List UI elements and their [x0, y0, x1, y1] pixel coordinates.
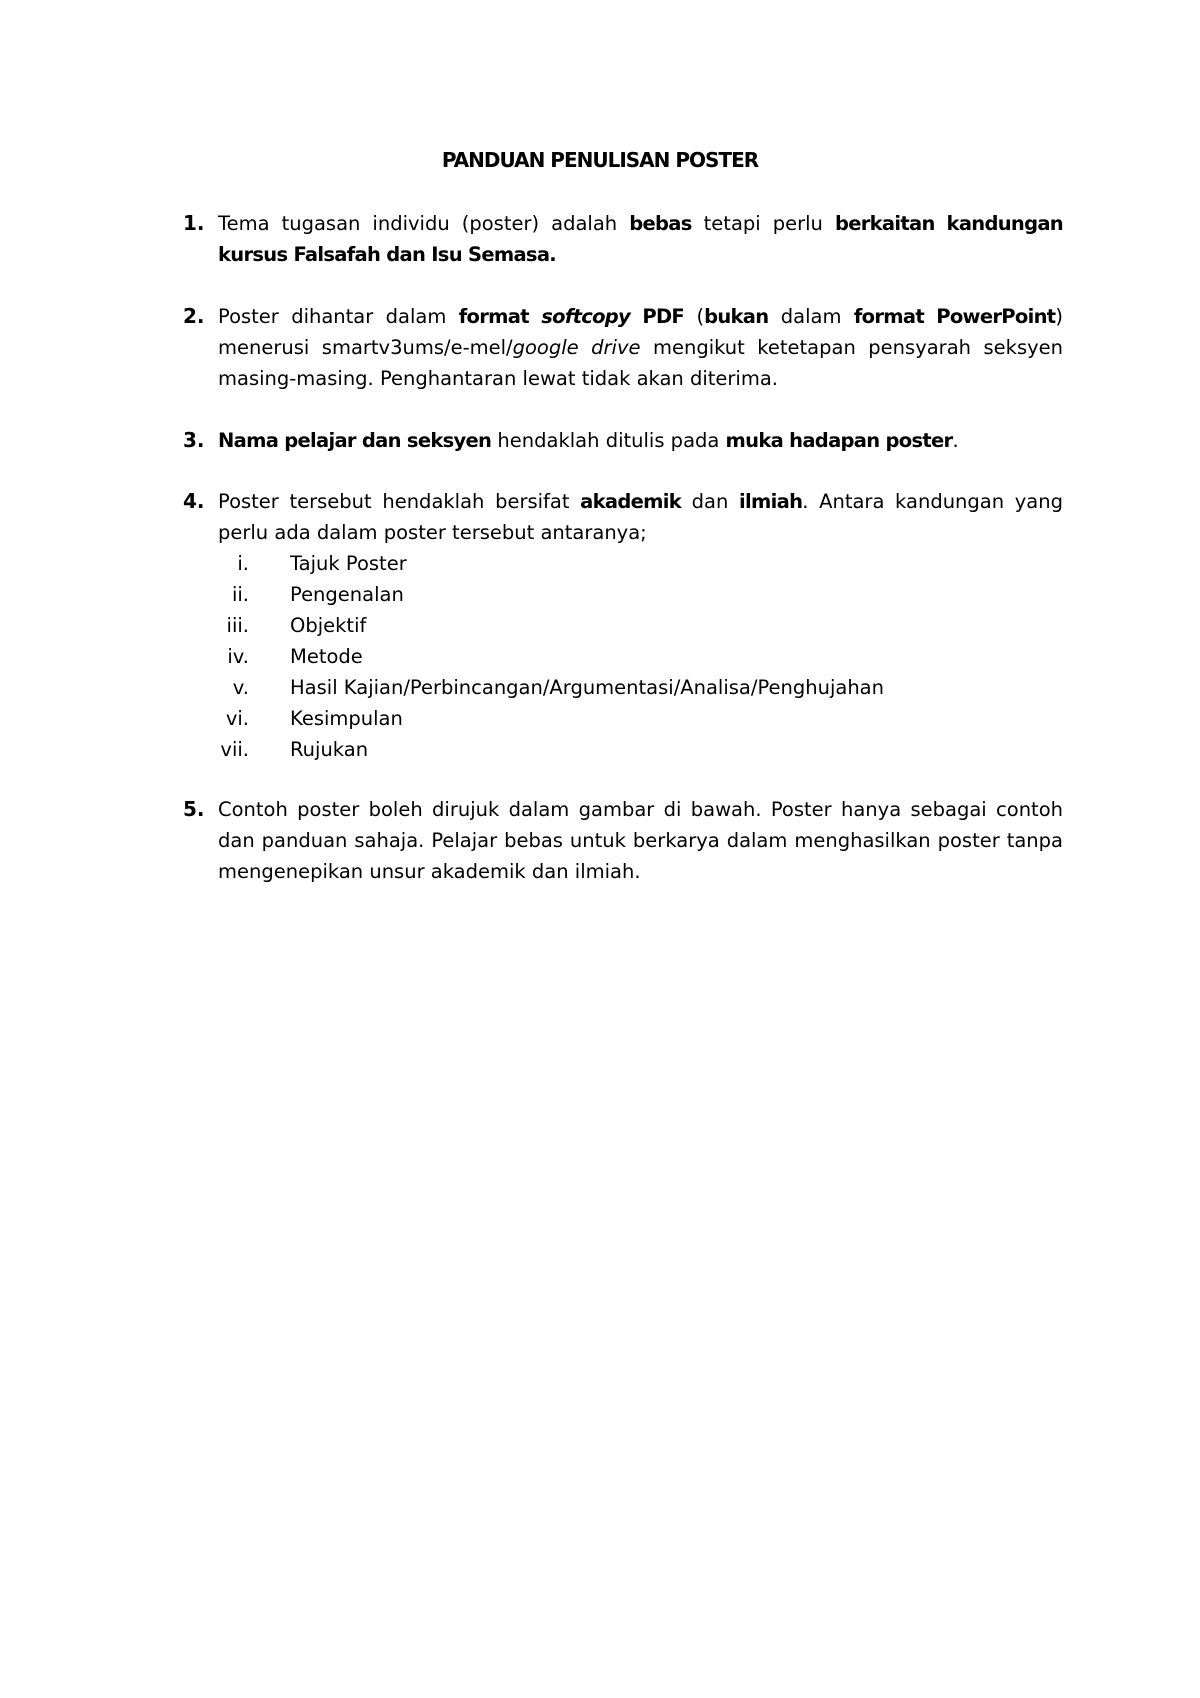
bold-text: bebas [629, 212, 692, 235]
sublist-item [183, 734, 1063, 765]
text-segment: ( [684, 305, 705, 328]
bold-text: Nama pelajar dan seksyen [218, 429, 492, 452]
list-item-5 [183, 794, 1063, 887]
text-segment: tetapi perlu [691, 212, 835, 235]
text-segment: ) menerusi smartv3ums/e-mel/ [218, 305, 1063, 359]
bold-text: berkaitan kandungan kursus Falsafah dan Isu Semasa. [218, 212, 1063, 266]
page-title: PANDUAN PENULISAN POSTER [441, 148, 759, 172]
item-text [218, 425, 1063, 456]
sublist-item [183, 641, 1063, 672]
bold-text: muka hadapan poster [725, 429, 953, 452]
sublist-item-text: Hasil Kajian/Perbincangan/Argumentasi/Analisa/Penghujahan [290, 676, 884, 699]
text-segment: . Antara kandungan yang perlu ada dalam poster tersebut antaranya; [218, 490, 1063, 544]
bold-text: format [458, 305, 529, 328]
list-item-4 [183, 486, 1063, 765]
roman-numeral: i. [237, 552, 249, 575]
sublist-item-text: Metode [290, 645, 363, 668]
item-text: Contoh poster boleh dirujuk dalam gambar di bawah. Poster hanya sebagai contoh dan panduan sahaja. Pelajar bebas untuk berkarya dalam menghasilkan poster tanpa mengenepikan unsur akademik dan ilmiah. [218, 798, 1063, 883]
roman-numeral: vii. [220, 738, 249, 761]
text-segment: mengikut ketetapan pensyarah seksyen masing-masing. Penghantaran lewat tidak akan diterima. [218, 336, 1063, 390]
sublist-item-text: Pengenalan [290, 583, 404, 606]
text-segment: Poster dihantar dalam [218, 305, 459, 328]
roman-numeral: ii. [231, 583, 249, 606]
text-segment [529, 305, 541, 328]
content-sublist [183, 548, 1063, 765]
sublist-item [183, 548, 1063, 579]
text-segment: hendaklah ditulis pada [491, 429, 726, 452]
italic-text: google drive [512, 336, 641, 359]
roman-numeral: iv. [227, 645, 249, 668]
item-number: 1. [183, 211, 205, 235]
bold-italic-text: softcopy [541, 305, 631, 328]
item-text [218, 301, 1063, 394]
text-segment: dalam [768, 305, 854, 328]
sublist-item [183, 672, 1063, 703]
item-number: 2. [183, 304, 205, 328]
bold-text: ilmiah [739, 490, 803, 513]
sublist-item [183, 610, 1063, 641]
bold-text: format PowerPoint [853, 305, 1056, 328]
item-text [218, 208, 1063, 270]
list-item-2 [183, 301, 1063, 394]
sublist-item-text: Rujukan [290, 738, 369, 761]
item-number: 3. [183, 428, 205, 452]
sublist-item-text: Kesimpulan [290, 707, 403, 730]
item-text [218, 486, 1063, 548]
text-segment: dan [681, 490, 740, 513]
sublist-item [183, 579, 1063, 610]
text-segment: . [952, 429, 959, 452]
text-segment: Poster tersebut hendaklah bersifat [218, 490, 581, 513]
roman-numeral: iii. [226, 614, 249, 637]
list-item-3 [183, 425, 1063, 456]
item-number: 4. [183, 489, 205, 513]
text-segment: Tema tugasan individu (poster) adalah [218, 212, 630, 235]
item-number: 5. [183, 797, 205, 821]
sublist-item-text: Objektif [290, 614, 367, 637]
roman-numeral: vi. [225, 707, 249, 730]
list-item-1 [183, 208, 1063, 270]
sublist-item [183, 703, 1063, 734]
bold-text: akademik [580, 490, 682, 513]
roman-numeral: v. [232, 676, 249, 699]
sublist-item-text: Tajuk Poster [290, 552, 407, 575]
bold-text: PDF [630, 305, 685, 328]
bold-text: bukan [704, 305, 769, 328]
